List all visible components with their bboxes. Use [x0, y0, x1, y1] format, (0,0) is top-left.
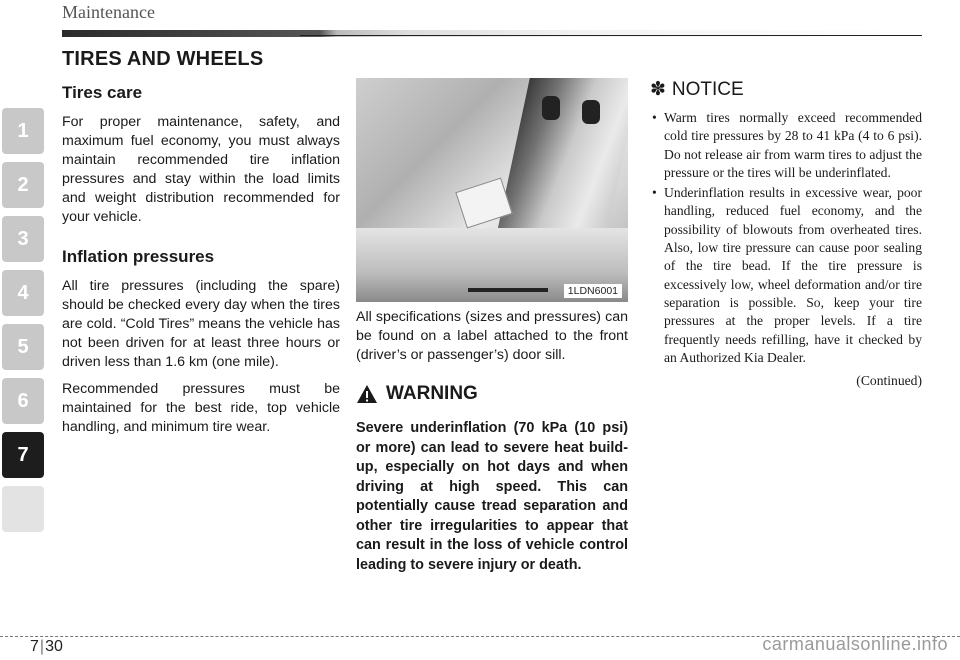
- left-column: [62, 48, 340, 445]
- figure-caption: All specifications (sizes and pressures) can be found on a label attached to the front (driver’s or passenger’s) door sill.: [356, 309, 628, 363]
- warning-heading: [356, 383, 628, 405]
- notice-item-1: • Warm tires normally exceed recommended cold tire pressures by 28 to 41 kPa (4 to 6 psi). Do not release air from warm tires to adjust the pressure or the tires will be underinflated.: [650, 109, 922, 182]
- page-separator: |: [39, 638, 45, 655]
- chapter-tab-1[interactable]: 1: [2, 108, 44, 154]
- chapter-tab-3[interactable]: 3: [2, 216, 44, 262]
- inflation-para-2: Recommended pressures must be maintained for the best ride, top vehicle handling, and minimum tire wear.: [62, 381, 340, 435]
- header-rule-line: [300, 35, 922, 36]
- tires-care-text: For proper maintenance, safety, and maximum fuel economy, you must always maintain recommended tire inflation pressures and stay within the load limits and weight distribution recommended for your vehicle.: [62, 114, 340, 225]
- inflation-heading: Inflation pressures: [62, 247, 215, 266]
- middle-column: [356, 78, 628, 590]
- right-column: [650, 78, 922, 389]
- chapter-tabs: [2, 108, 46, 540]
- inflation-para-1: All tire pressures (including the spare) should be checked every day when the tires are cold. “Cold Tires” means the vehicle has not been driven for at least three hours or driven less than 1.6 km (one mile).: [62, 278, 340, 370]
- chapter-tab-7[interactable]: 7: [2, 432, 44, 478]
- page-chapter: 7: [30, 638, 39, 655]
- chapter-tab-2[interactable]: 2: [2, 162, 44, 208]
- page-number: [30, 638, 63, 656]
- warning-icon: [356, 384, 378, 404]
- section-title: TIRES AND WHEELS: [62, 48, 264, 70]
- tires-care-heading: Tires care: [62, 83, 143, 102]
- page-num: 30: [45, 638, 63, 655]
- figure-ref-bar: [468, 288, 548, 292]
- door-sill-photo: [356, 78, 628, 302]
- door-hinge: [542, 96, 560, 120]
- chapter-tab-blank: [2, 486, 44, 532]
- watermark: carmanualsonline.info: [762, 634, 948, 654]
- notice-item-2: • Underinflation results in excessive wear, poor handling, reduced fuel economy, and the possibility of blowouts from overheated tires. Also, low tire pressure can cause poor sealing of the tire bead. If the tire pressure is excessively low, wheel deformation and/or tire separation is possible. So, keep your tire pressures at the proper levels. If a tire frequently needs refilling, have it checked by an Authorized Kia Dealer.: [650, 184, 922, 367]
- warning-title: WARNING: [386, 383, 478, 404]
- header-title: Maintenance: [62, 2, 155, 22]
- chapter-tab-4[interactable]: 4: [2, 270, 44, 316]
- notice-list: [650, 109, 922, 367]
- continued-note: (Continued): [856, 373, 922, 389]
- notice-heading: [650, 78, 922, 101]
- notice-title: NOTICE: [671, 78, 744, 100]
- figure-reference: 1LDN6001: [564, 284, 622, 298]
- notice-symbol-icon: ✽: [650, 79, 666, 100]
- chapter-tab-6[interactable]: 6: [2, 378, 44, 424]
- door-latch: [582, 100, 600, 124]
- chapter-tab-5[interactable]: 5: [2, 324, 44, 370]
- warning-text: Severe underinflation (70 kPa (10 psi) or more) can lead to severe heat build-up, especially on hot days and when driving at high speed. This can potentially cause tread separation and other tire irregularities to appear that can result in the loss of vehicle control leading to severe injury or death.: [356, 420, 628, 573]
